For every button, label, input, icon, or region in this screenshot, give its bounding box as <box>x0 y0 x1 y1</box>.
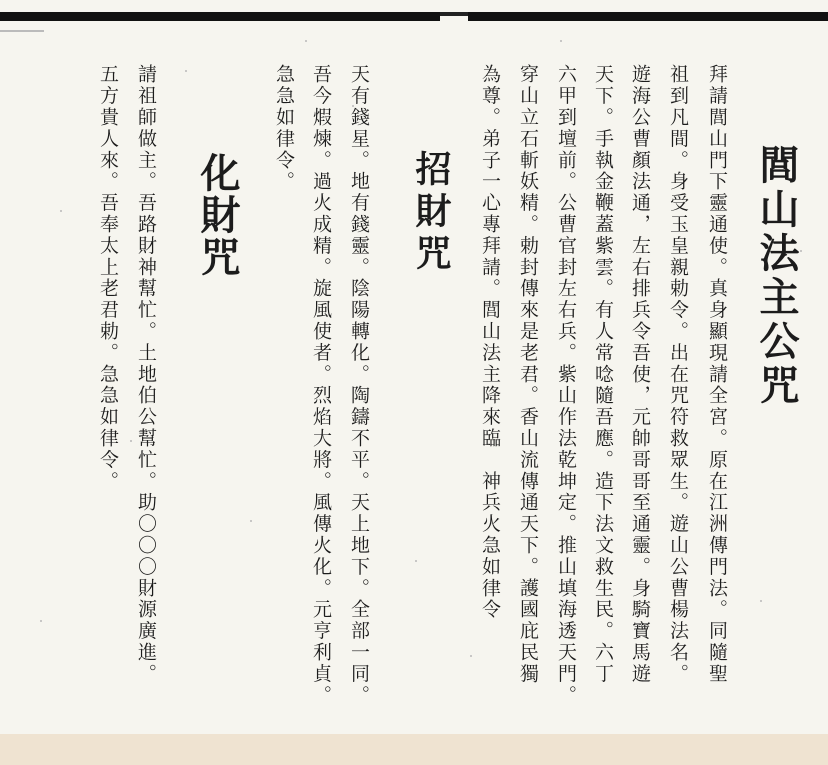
scan-speck <box>760 600 762 602</box>
scan-border-top-right <box>468 12 828 21</box>
section1-line: 為尊。弟子一心專拜請。閭山法主降來臨 神兵火急如律令 <box>479 64 501 621</box>
scan-speck <box>185 70 187 72</box>
section1-line: 拜請閭山門下靈通使。真身顯現請全宮。原在江洲傳門法。同隨聖 <box>706 64 728 685</box>
section1-line: 天下。手執金鞭蓋紫雲。有人常唸隨吾應。造下法文救生民。六丁 <box>592 64 614 685</box>
section2-title: 招財咒 <box>410 150 451 276</box>
scan-speck <box>130 440 132 442</box>
scan-speck <box>415 560 417 562</box>
scan-speck <box>305 40 307 42</box>
scan-border-top-left <box>0 12 440 21</box>
section2-line: 天有錢星。地有錢靈。陰陽轉化。陶鑄不平。天上地下。全部一同。 <box>348 64 370 706</box>
scan-speck <box>800 250 802 252</box>
section1-line: 六甲到壇前。公曹官封左右兵。紫山作法乾坤定。推山填海透天門。 <box>555 64 577 706</box>
section2-line: 吾今煆煉。過火成精。旋風使者。烈焰大將。風傳火化。元亨利貞。 <box>310 64 332 706</box>
scan-speck <box>560 40 562 42</box>
scan-speck <box>40 620 42 622</box>
section3-line: 五方貴人來。吾奉太上老君勅。急急如律令。 <box>97 64 119 492</box>
scan-speck <box>470 655 472 657</box>
scan-speck <box>250 520 252 522</box>
section1-line: 祖到凡間。身受玉皇親勅令。出在咒符救眾生。遊山公曹楊法名。 <box>667 64 689 685</box>
scan-bottom-band <box>0 734 828 765</box>
section3-line: 請祖師做主。吾路財神幫忙。土地伯公幫忙。助〇〇〇財源廣進。 <box>135 64 157 685</box>
scan-edge-mark <box>0 30 44 32</box>
scan-border-gap <box>440 12 468 16</box>
section2-line: 急急如律令。 <box>273 64 295 193</box>
section1-line: 穿山立石斬妖精。勅封傳來是老君。香山流傳通天下。護國庇民獨 <box>517 64 539 685</box>
scan-speck <box>60 210 62 212</box>
section1-title: 閭山法主公咒 <box>753 144 799 408</box>
section3-title: 化財咒 <box>194 152 240 278</box>
section1-line: 遊海公曹顏法通，左右排兵令吾使，元帥哥哥至通靈。身騎寶馬遊 <box>629 64 651 685</box>
